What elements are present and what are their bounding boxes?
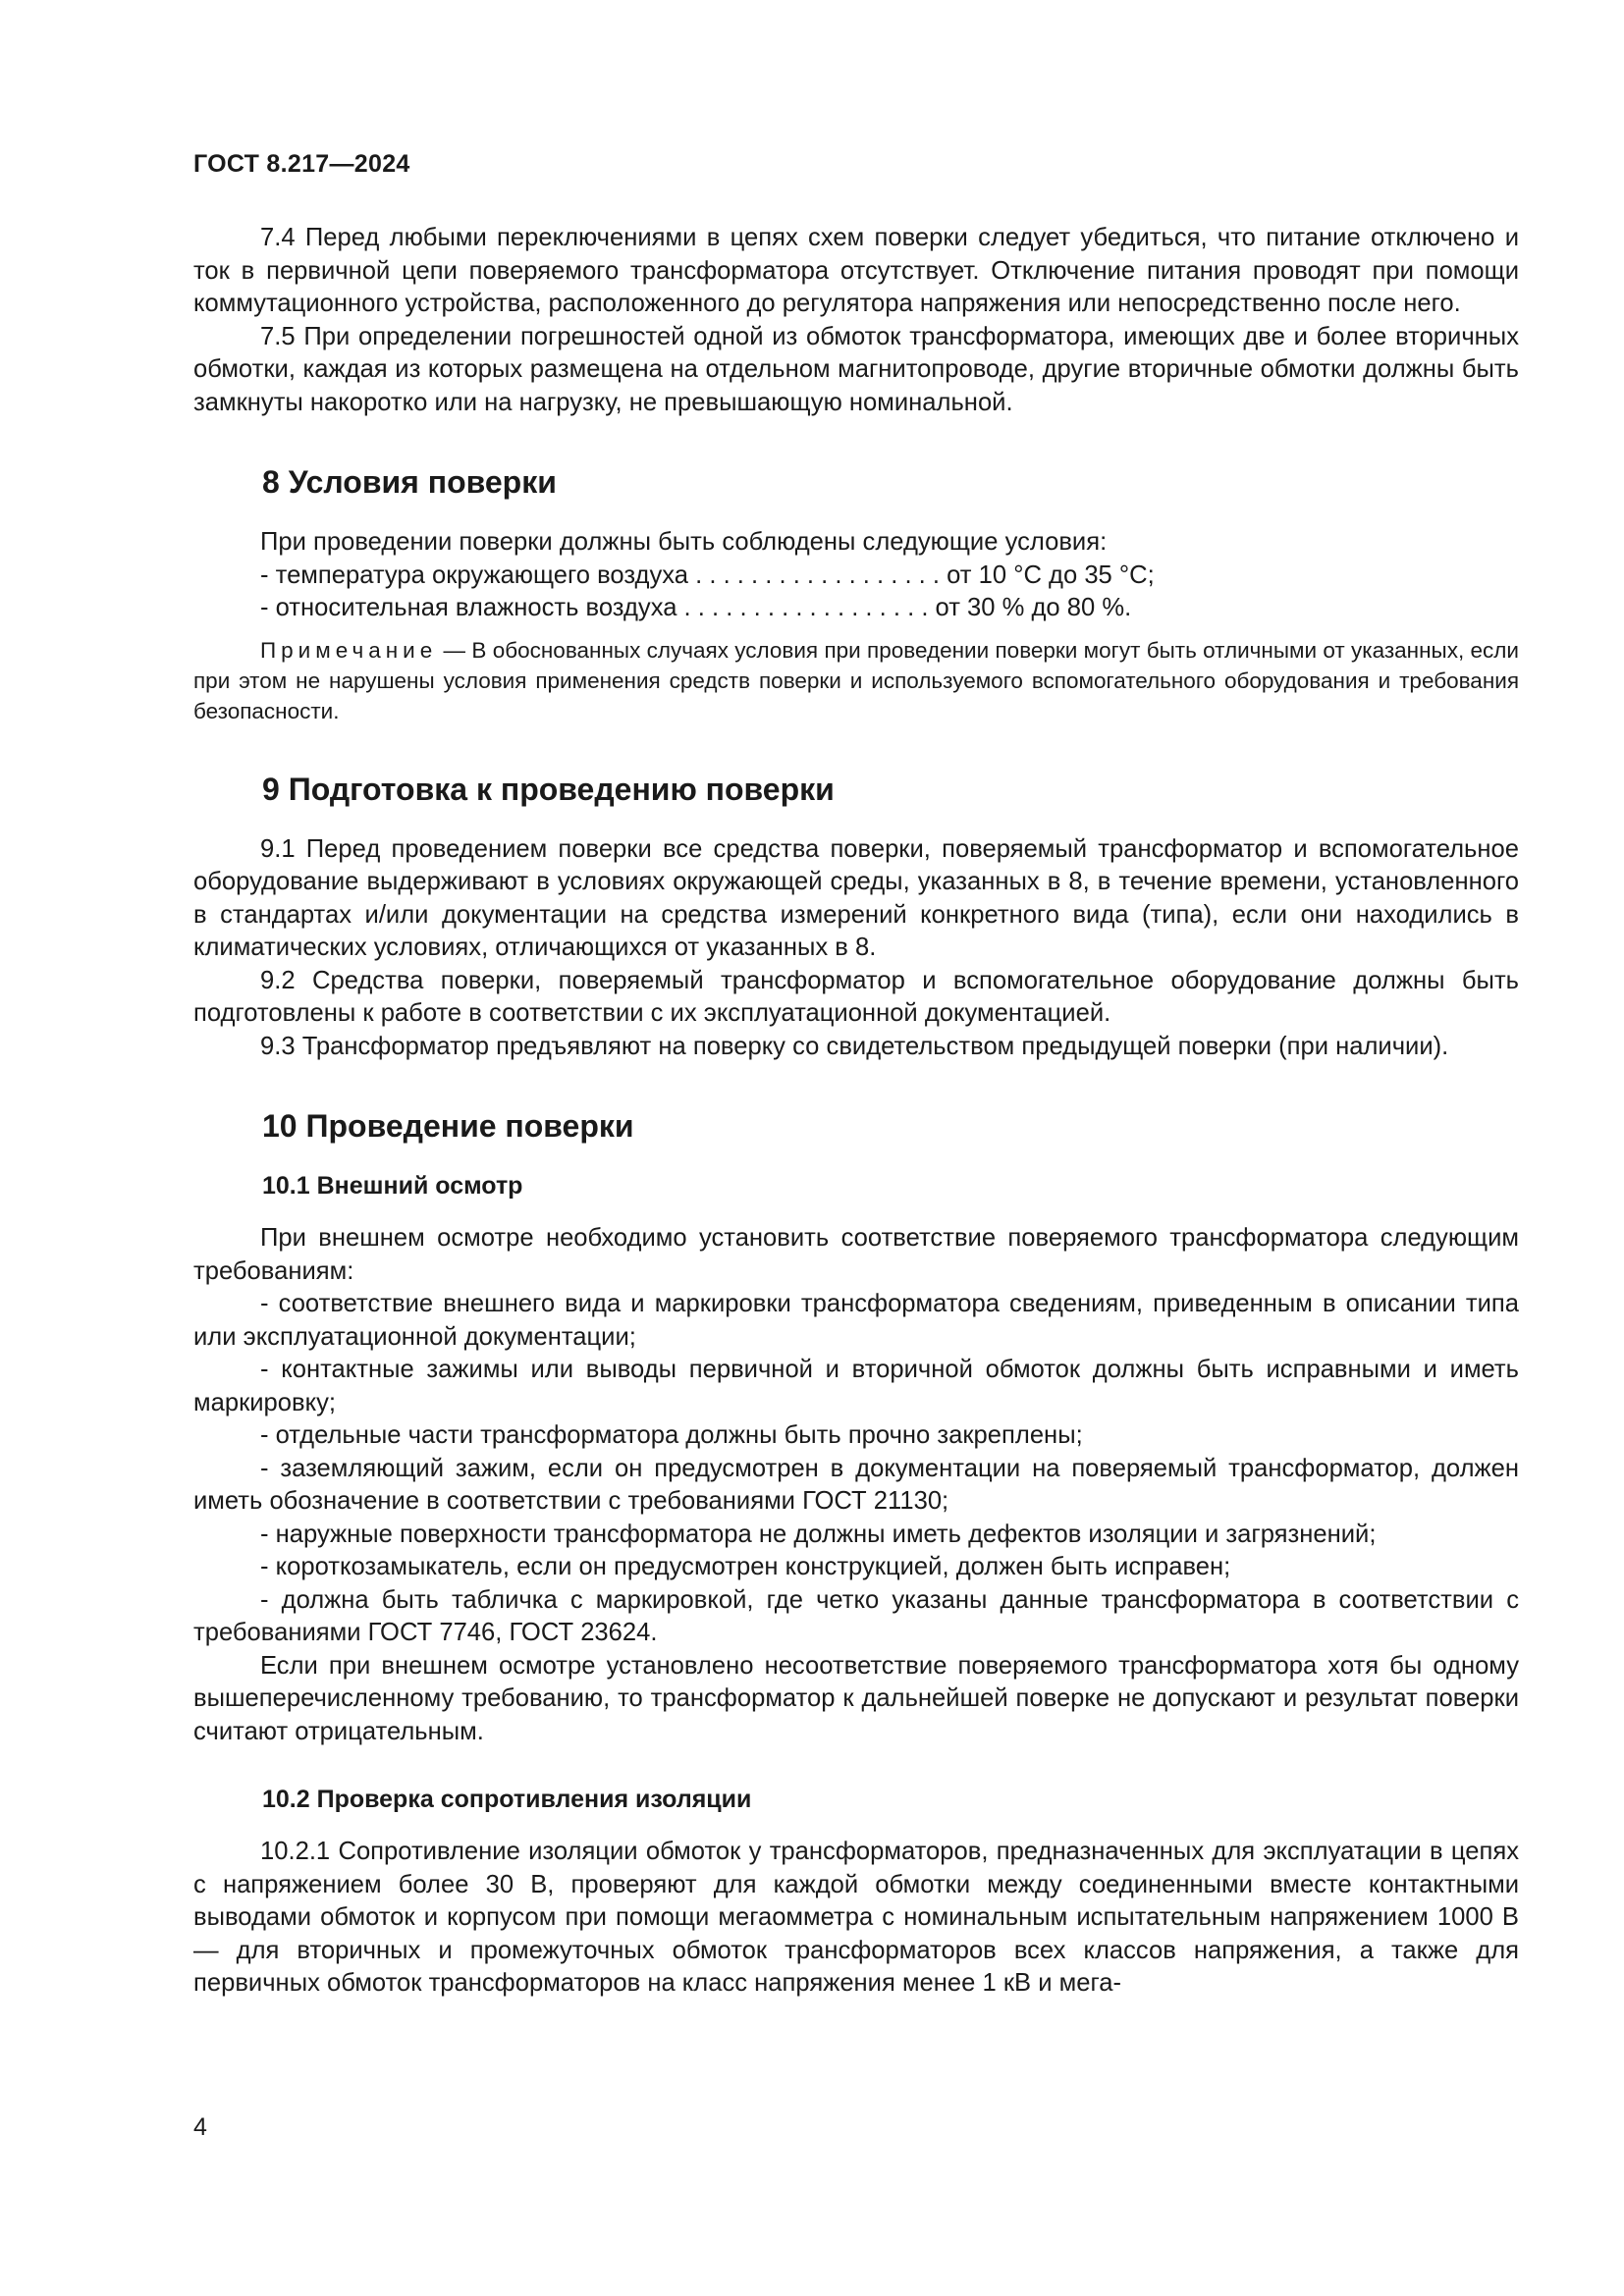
paragraph-9-1: 9.1 Перед проведением поверки все средства поверки, поверяемый трансформатор и вспомогательное оборудование выдерживают в условиях окружающей среды, указанных в 8, в течение времени, установленного в стандартах и/или документации на средства измерений конкретного вида (типа), если они находились в климатических условиях, отличающихся от указанных в 8.: [193, 834, 1519, 961]
list-item: - заземляющий зажим, если он предусмотрен в документации на поверяемый трансформатор, должен иметь обозначение в соответствии с требованиями ГОСТ 21130;: [193, 1454, 1519, 1515]
list-item: - контактные зажимы или выводы первичной и вторичной обмоток должны быть исправными и иметь маркировку;: [193, 1356, 1519, 1416]
list-item: - соответствие внешнего вида и маркировки трансформатора сведениям, приведенным в описании типа или эксплуатационной документации;: [193, 1290, 1519, 1351]
paragraph-10-2-1: 10.2.1 Сопротивление изоляции обмоток у трансформаторов, предназначенных для эксплуатации в цепях с напряжением более 30 В, проверяют для каждой обмотки между соединенными вместе контактными выводами обмоток и корпусом при помощи мегаомметра с номинальным испытательным напряжением 1000 В — для вторичных и промежуточных обмоток трансформаторов всех классов напряжения, а также для первичных обмоток трансформаторов на класс напряжения менее 1 кВ и мега-: [193, 1838, 1519, 1997]
document-header: ГОСТ 8.217—2024: [193, 150, 410, 178]
page-number: 4: [193, 2113, 207, 2141]
document-page: [193, 0, 1519, 2296]
condition-humidity: - относительная влажность воздуха . . . . . . . . . . . . . . . . . . от 30 % до 80 %.: [260, 594, 1132, 621]
section-10-1-intro: При внешнем осмотре необходимо установить соответствие поверяемого трансформатора следующим требованиям:: [193, 1224, 1519, 1285]
document-body: [193, 222, 1519, 2001]
section-8-intro: При проведении поверки должны быть соблюдены следующие условия:: [260, 528, 1108, 556]
section-10-1-conclusion: Если при внешнем осмотре установлено несоответствие поверяемого трансформатора хотя бы одному вышеперечисленному требованию, то трансформатор к дальнейшей поверке не допускают и результат поверки считают отрицательным.: [193, 1651, 1519, 1745]
list-item: - должна быть табличка с маркировкой, где четко указаны данные трансформатора в соответствии с требованиями ГОСТ 7746, ГОСТ 23624.: [193, 1585, 1519, 1646]
section-9-title: 9 Подготовка к проведению поверки: [262, 771, 835, 807]
note-label: Примечание: [260, 637, 438, 663]
list-item: - наружные поверхности трансформатора не должны иметь дефектов изоляции и загрязнений;: [260, 1520, 1377, 1548]
condition-temperature: - температура окружающего воздуха . . . . . . . . . . . . . . . . . . от 10 °С до 35 °С;: [260, 561, 1155, 589]
subsection-10-1-title: 10.1 Внешний осмотр: [262, 1172, 523, 1200]
paragraph-9-3: 9.3 Трансформатор предъявляют на поверку со свидетельством предыдущей поверки (при наличии).: [260, 1032, 1449, 1060]
subsection-10-2-title: 10.2 Проверка сопротивления изоляции: [262, 1786, 752, 1813]
list-item: - короткозамыкатель, если он предусмотрен конструкцией, должен быть исправен;: [260, 1553, 1231, 1580]
section-8-note: [193, 635, 1519, 726]
paragraph-9-2: 9.2 Средства поверки, поверяемый трансформатор и вспомогательное оборудование должны быть подготовлены к работе в соответствии с их эксплуатационной документацией.: [193, 966, 1519, 1027]
list-item: - отдельные части трансформатора должны быть прочно закреплены;: [260, 1421, 1083, 1449]
section-10-title: 10 Проведение поверки: [262, 1108, 634, 1144]
section-8-title: 8 Условия поверки: [262, 464, 557, 500]
note-text: — В обоснованных случаях условия при проведении поверки могут быть отличными от указанных, если при этом не нарушены условия применения средств поверки и используемого вспомогательного оборудования и требования безопасности.: [193, 637, 1519, 723]
paragraph-7-5: 7.5 При определении погрешностей одной из обмоток трансформатора, имеющих две и более вторичных обмотки, каждая из которых размещена на отдельном магнитопроводе, другие вторичные обмотки должны быть замкнуты накоротко или на нагрузку, не превышающую номинальной.: [193, 322, 1519, 416]
paragraph-7-4: 7.4 Перед любыми переключениями в цепях схем поверки следует убедиться, что питание отключено и ток в первичной цепи поверяемого трансформатора отсутствует. Отключение питания проводят при помощи коммутационного устройства, расположенного до регулятора напряжения или непосредственно после него.: [193, 224, 1519, 317]
